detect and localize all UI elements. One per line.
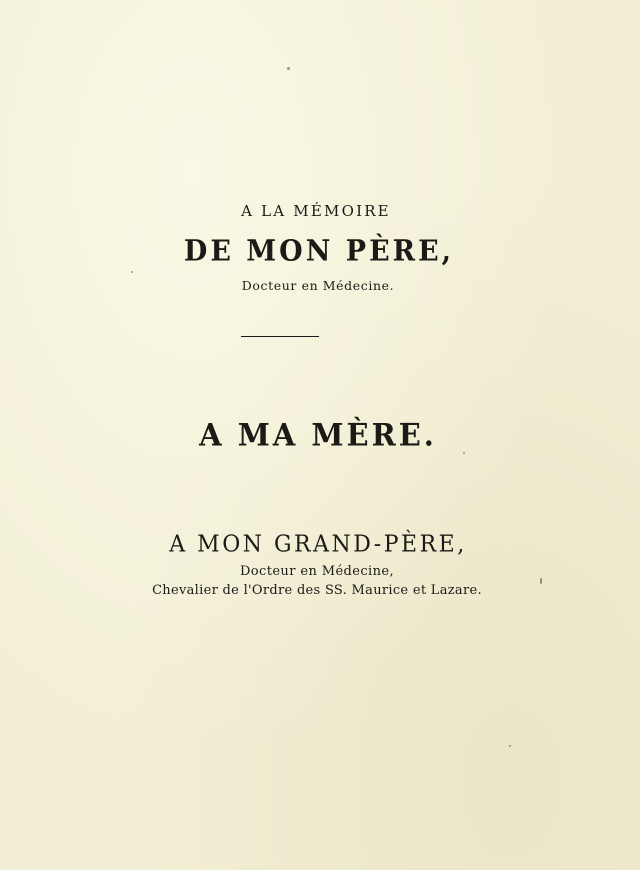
father-dedication: DE MON PÈRE, bbox=[183, 234, 455, 269]
paper-speck bbox=[509, 745, 511, 747]
paper-speck bbox=[287, 67, 290, 70]
grandfather-dedication: A MON GRAND-PÈRE, bbox=[169, 531, 467, 558]
memoire-heading: A LA MÉMOIRE bbox=[241, 202, 391, 220]
paper-speck bbox=[131, 271, 133, 273]
paper-speck bbox=[463, 452, 465, 454]
father-title: Docteur en Médecine. bbox=[241, 278, 395, 293]
grandfather-honor: Chevalier de l'Ordre des SS. Maurice et Lazare. bbox=[152, 583, 482, 598]
mother-dedication: A MA MÈRE. bbox=[199, 417, 437, 453]
section-divider bbox=[241, 336, 319, 337]
grandfather-title: Docteur en Médecine, bbox=[239, 564, 395, 579]
paper-speck bbox=[540, 578, 542, 584]
